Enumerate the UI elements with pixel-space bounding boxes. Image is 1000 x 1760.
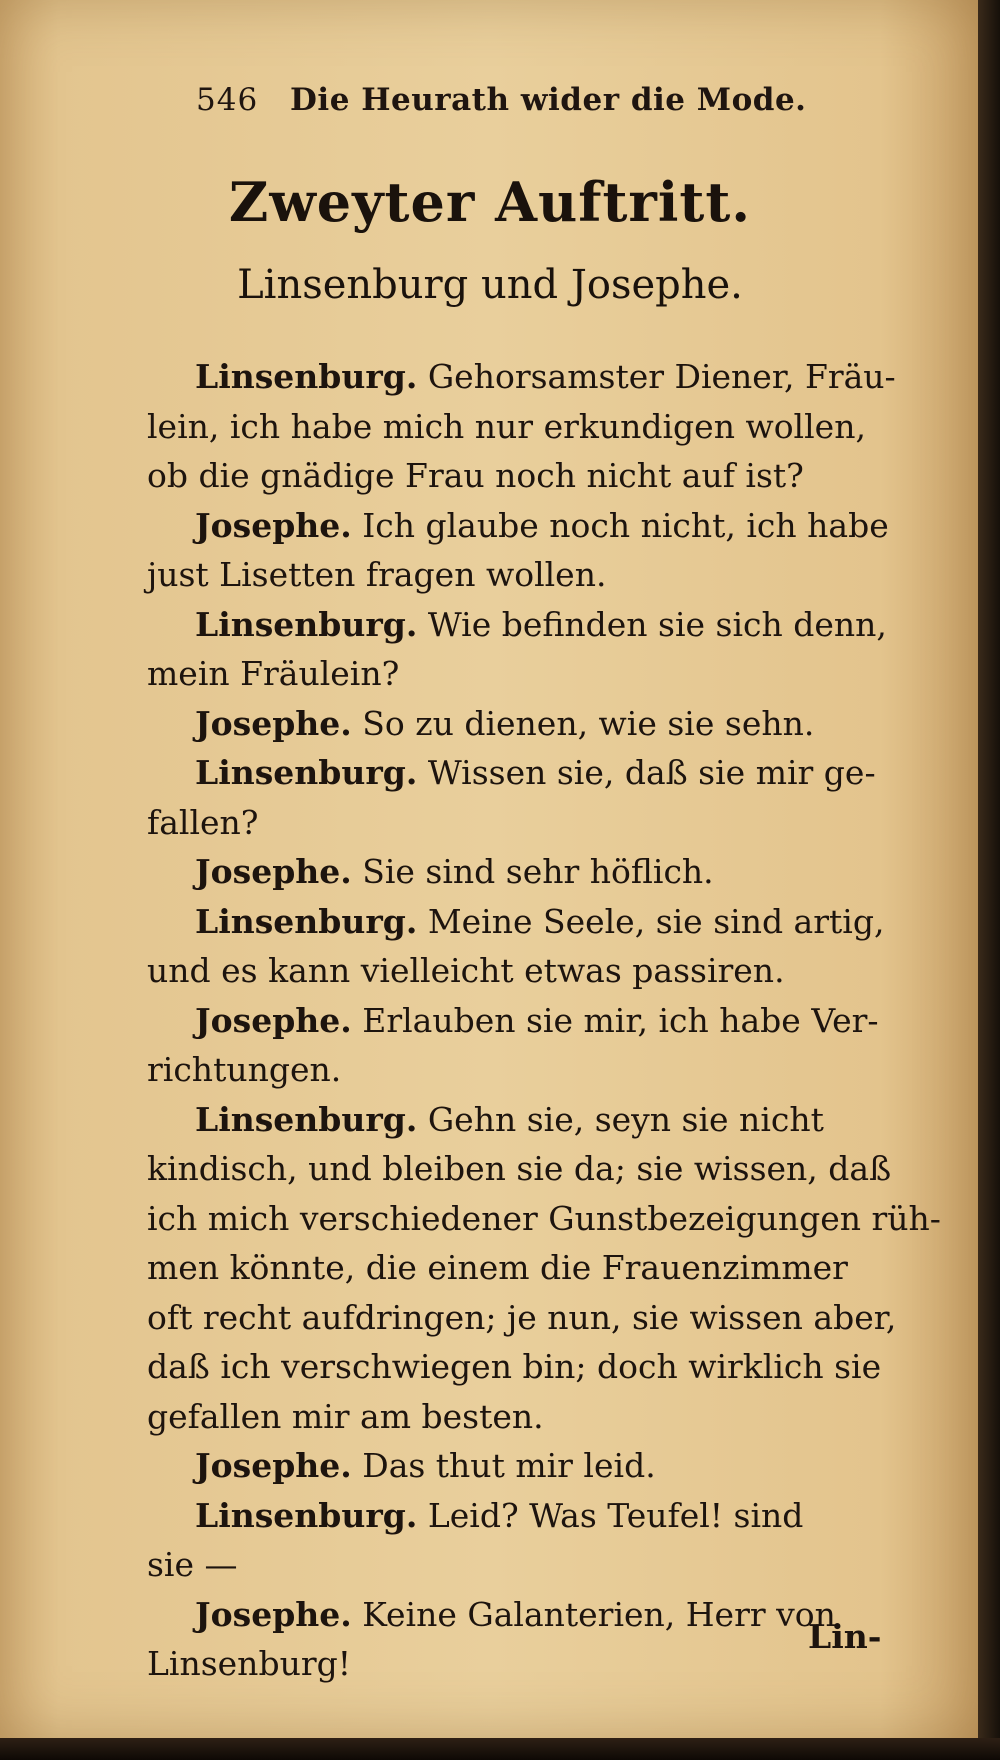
speaker-name: Linsenburg. (195, 753, 418, 792)
line-text: oft recht aufdringen; je nun, sie wissen aber, (147, 1297, 897, 1337)
line-text: Linsenburg! (147, 1644, 351, 1683)
page-number: 546 (196, 82, 259, 118)
text-line (147, 649, 947, 699)
line-text: Meine Seele, sie sind artig, (417, 901, 885, 941)
text-line (147, 1144, 947, 1194)
line-text: Leid? Was Teufel! sind (417, 1495, 804, 1535)
line-text: Gehn sie, seyn sie nicht (417, 1099, 824, 1139)
text-line (147, 748, 947, 798)
line-text: mein Fräulein? (147, 654, 400, 693)
text-line (147, 1243, 947, 1293)
text-line (147, 996, 947, 1046)
text-line (147, 946, 947, 996)
dialogue-body (147, 352, 947, 1689)
text-line (147, 402, 947, 452)
text-line (147, 847, 947, 897)
speaker-name: Linsenburg. (195, 1099, 418, 1139)
line-text: und es kann vielleicht etwas passiren. (147, 951, 785, 990)
page-edge-bottom (0, 1738, 1000, 1760)
line-text: just Lisetten fragen wollen. (147, 555, 607, 594)
text-line (147, 897, 947, 947)
line-text: richtungen. (147, 1050, 342, 1089)
text-line (147, 352, 947, 402)
line-text: men könnte, die einem die Frauenzimmer (147, 1248, 848, 1287)
text-line (147, 1392, 947, 1442)
line-text: Sie sind sehr höflich. (351, 852, 714, 891)
line-text: Erlauben sie mir, ich habe Ver- (351, 1000, 879, 1040)
line-text: daß ich verschwiegen bin; doch wirklich sie (147, 1347, 882, 1386)
line-text: sie — (147, 1545, 238, 1584)
text-line (147, 501, 947, 551)
text-line (147, 798, 947, 848)
line-text: kindisch, und bleiben sie da; sie wissen, daß (147, 1149, 892, 1188)
page-edge-right (978, 0, 1000, 1760)
text-line (147, 550, 947, 600)
line-text: So zu dienen, wie sie sehn. (351, 703, 815, 743)
text-line (147, 1540, 947, 1590)
line-text: Wie befinden sie sich denn, (417, 604, 887, 644)
text-line (147, 1441, 947, 1491)
line-text: ob die gnädige Frau noch nicht auf ist? (147, 456, 804, 495)
speaker-name: Josephe. (195, 1446, 352, 1485)
line-text: gefallen mir am besten. (147, 1396, 544, 1436)
text-line (147, 600, 947, 650)
speaker-name: Linsenburg. (195, 357, 418, 396)
line-text: fallen? (147, 802, 259, 842)
text-line (147, 451, 947, 501)
text-line (147, 1045, 947, 1095)
catchword: Lin- (808, 1617, 882, 1656)
speaker-name: Josephe. (195, 505, 352, 545)
text-line (147, 699, 947, 749)
text-line (147, 1095, 947, 1145)
text-line (147, 1342, 947, 1392)
speaker-name: Linsenburg. (195, 1495, 418, 1535)
text-line (147, 1194, 947, 1244)
line-text: lein, ich habe mich nur erkundigen wollen, (147, 406, 866, 446)
speaker-name: Linsenburg. (195, 604, 418, 644)
line-text: Ich glaube noch nicht, ich habe (351, 505, 889, 545)
text-line (147, 1293, 947, 1343)
scene-characters: Linsenburg und Josephe. (237, 262, 743, 308)
text-line (147, 1491, 947, 1541)
speaker-name: Josephe. (195, 852, 352, 891)
line-text: Gehorsamster Diener, Fräu- (417, 357, 896, 396)
line-text: Wissen sie, daß sie mir ge- (417, 753, 876, 792)
running-title: Die Heurath wider die Mode. (290, 82, 807, 118)
line-text: ich mich verschiedener Gunstbezeigungen rüh- (147, 1198, 941, 1238)
scene-title: Zweyter Auftritt. (228, 170, 752, 234)
speaker-name: Linsenburg. (195, 901, 418, 941)
speaker-name: Josephe. (195, 703, 352, 743)
running-header (196, 82, 896, 132)
line-text: Das thut mir leid. (351, 1446, 656, 1485)
speaker-name: Josephe. (195, 1000, 352, 1040)
speaker-name: Josephe. (195, 1594, 352, 1634)
line-text: Keine Galanterien, Herr von (351, 1594, 836, 1634)
